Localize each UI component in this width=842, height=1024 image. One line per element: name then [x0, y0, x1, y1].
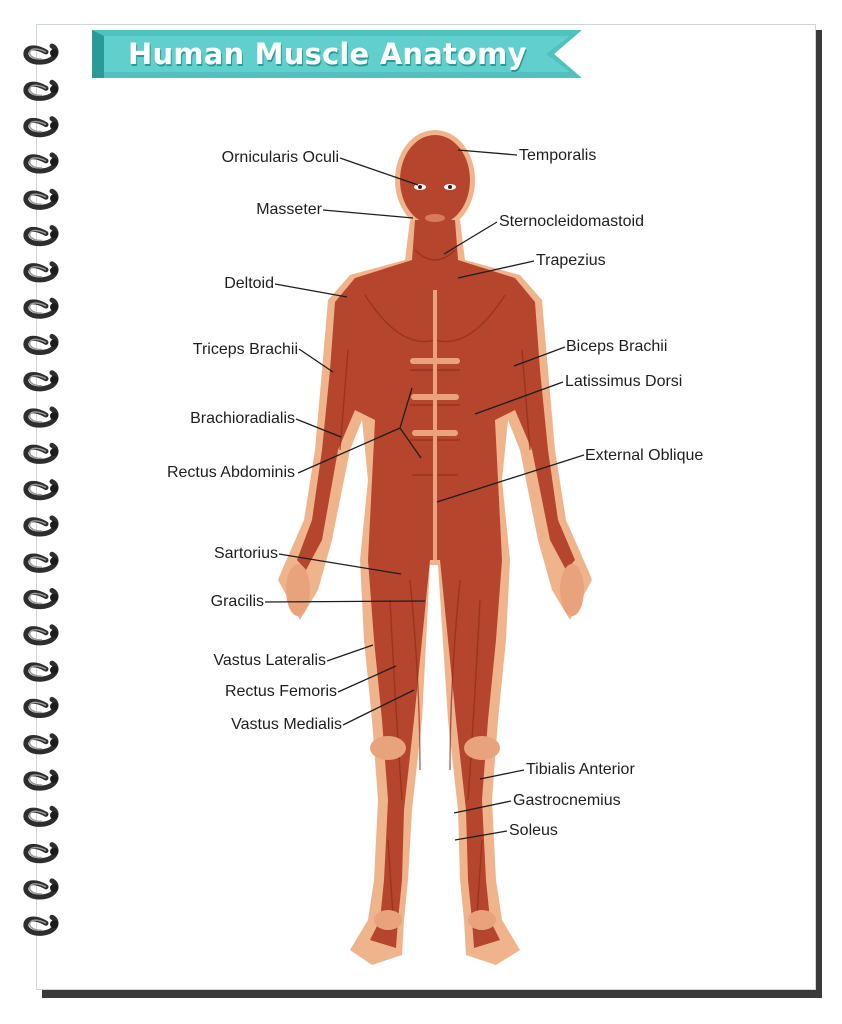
binding-ring-icon — [26, 554, 58, 570]
label-external-oblique: External Oblique — [585, 447, 704, 464]
binding-ring-icon — [26, 917, 58, 933]
binding-ring-icon — [26, 772, 58, 788]
binding-ring-icon — [26, 119, 58, 135]
binding-ring-icon — [26, 228, 58, 244]
binding-ring-icon — [26, 881, 58, 897]
binding-ring-icon — [26, 445, 58, 461]
spiral-binding — [12, 38, 72, 978]
label-rectus-abdominis: Rectus Abdominis — [166, 464, 295, 481]
muscle-figure — [270, 120, 600, 980]
label-soleus: Soleus — [509, 822, 558, 839]
binding-ring-icon — [26, 46, 58, 62]
binding-ring-icon — [26, 82, 58, 98]
label-biceps-brachii: Biceps Brachii — [566, 338, 668, 355]
label-orbicularis-oculi: Ornicularis Oculi — [221, 149, 339, 166]
page-title: Human Muscle Anatomy — [128, 37, 527, 71]
binding-ring-icon — [26, 409, 58, 425]
label-triceps-brachii: Triceps Brachii — [192, 341, 298, 358]
binding-ring-icon — [26, 699, 58, 715]
label-sternocleidomastoid: Sternocleidomastoid — [499, 213, 644, 230]
binding-ring-icon — [26, 155, 58, 171]
label-trapezius: Trapezius — [536, 252, 606, 269]
label-gastrocnemius: Gastrocnemius — [513, 792, 621, 809]
label-deltoid: Deltoid — [224, 275, 274, 292]
label-rectus-femoris: Rectus Femoris — [224, 683, 337, 700]
binding-ring-icon — [26, 191, 58, 207]
binding-ring-icon — [26, 627, 58, 643]
label-temporalis: Temporalis — [519, 147, 597, 164]
label-gracilis: Gracilis — [210, 593, 264, 610]
label-vastus-lateralis: Vastus Lateralis — [213, 652, 326, 669]
label-tibialis-anterior: Tibialis Anterior — [526, 761, 635, 778]
binding-ring-icon — [26, 300, 58, 316]
label-sartorius: Sartorius — [213, 545, 278, 562]
binding-ring-icon — [26, 518, 58, 534]
binding-ring-icon — [26, 336, 58, 352]
binding-ring-icon — [26, 845, 58, 861]
binding-ring-icon — [26, 373, 58, 389]
binding-ring-icon — [26, 591, 58, 607]
binding-ring-icon — [26, 808, 58, 824]
binding-ring-icon — [26, 264, 58, 280]
label-brachioradialis: Brachioradialis — [190, 410, 295, 427]
binding-ring-icon — [26, 482, 58, 498]
label-latissimus-dorsi: Latissimus Dorsi — [565, 373, 683, 390]
binding-ring-icon — [26, 663, 58, 679]
binding-ring-icon — [26, 736, 58, 752]
label-vastus-medialis: Vastus Medialis — [231, 716, 342, 733]
label-masseter: Masseter — [256, 201, 322, 218]
